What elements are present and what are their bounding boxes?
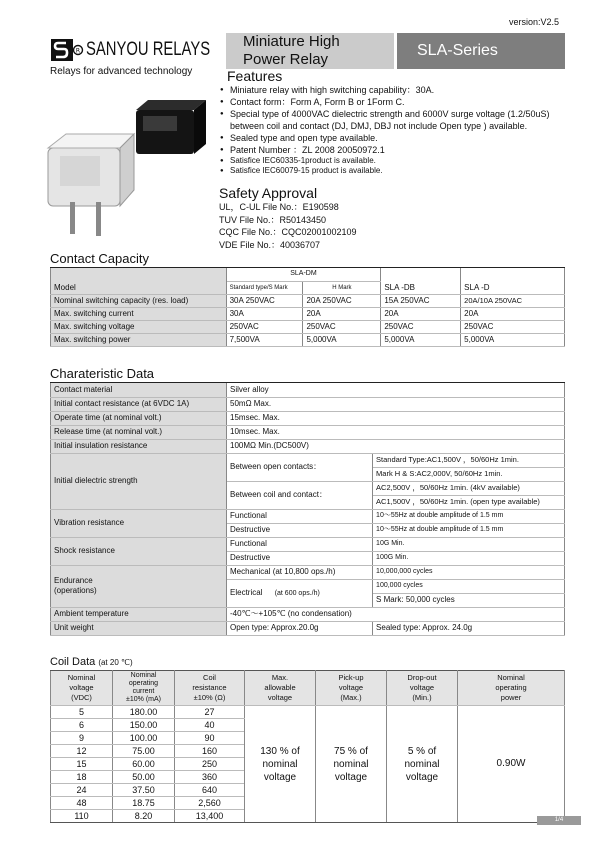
cell: 250VAC xyxy=(461,320,565,333)
col-header: SLA -DB xyxy=(381,268,461,294)
cell: 8.20 xyxy=(113,810,175,823)
table-row xyxy=(51,383,565,397)
table-row xyxy=(51,537,565,551)
col-header: Pick-up voltage (Max.) xyxy=(316,671,387,706)
cell: 160 xyxy=(175,745,245,758)
group-header: SLA-DM xyxy=(226,268,381,281)
col-header: Max. allowable voltage xyxy=(245,671,316,706)
row-label: Shock resistance xyxy=(51,537,227,565)
row-label: Nominal switching capacity (res. load) xyxy=(51,294,227,307)
feature-item: ● Special type of 4000VAC dielectric strength and 6000V surge voltage (1.2/50uS) between coil and contact (DJ, DMJ, DBJ not include Open type ) available. xyxy=(220,108,570,132)
cell: 50mΩ Max. xyxy=(227,397,565,411)
feature-item: ● Satisfice IEC60079-15 product is available. xyxy=(220,166,570,176)
cell: Silver alloy xyxy=(227,383,565,397)
title-line-2: Power Relay xyxy=(243,51,329,68)
contact-capacity-heading: Contact Capacity xyxy=(50,251,149,266)
brand-tagline: Relays for advanced technology xyxy=(50,66,193,77)
cell: 100MΩ Min.(DC500V) xyxy=(227,439,565,453)
cell: 5 xyxy=(51,706,113,719)
table-row xyxy=(51,439,565,453)
table-row xyxy=(51,294,565,307)
product-title xyxy=(226,33,394,69)
characteristic-table xyxy=(50,383,565,636)
cell: 9 xyxy=(51,732,113,745)
characteristic-heading: Charateristic Data xyxy=(50,366,155,381)
features-list xyxy=(220,84,570,176)
cell: 15 xyxy=(51,758,113,771)
col-header: H Mark xyxy=(303,281,381,294)
col-header: Standard type/S Mark xyxy=(226,281,303,294)
table-row xyxy=(51,397,565,411)
coil-heading-wrap xyxy=(50,656,133,668)
row-label: Max. switching current xyxy=(51,307,227,320)
table-row xyxy=(51,320,565,333)
brand-name: SANYOU RELAYS xyxy=(86,39,211,60)
cell: Sealed type: Approx. 24.0g xyxy=(373,621,565,635)
cell: 6 xyxy=(51,719,113,732)
cell: 48 xyxy=(51,797,113,810)
sub-label: Mechanical (at 10,800 ops./h) xyxy=(227,565,373,579)
row-label: Max. switching power xyxy=(51,333,227,346)
table-row xyxy=(51,607,565,621)
cell: 24 xyxy=(51,784,113,797)
cell: 13,400 xyxy=(175,810,245,823)
table-row xyxy=(51,706,565,719)
cell: 15msec. Max. xyxy=(227,411,565,425)
cell: 10msec. Max. xyxy=(227,425,565,439)
cell: 110 xyxy=(51,810,113,823)
cell: 5,000VA xyxy=(461,333,565,346)
col-header: SLA -D xyxy=(461,268,565,294)
safety-line: TUV File No.：R50143450 xyxy=(219,214,327,225)
cell: 2,560 xyxy=(175,797,245,810)
cell: S Mark: 50,000 cycles xyxy=(373,593,565,607)
model-header: Model xyxy=(51,268,227,294)
cell: 10,000,000 cycles xyxy=(373,565,565,579)
cell: 360 xyxy=(175,771,245,784)
row-label: Vibration resistance xyxy=(51,509,227,537)
svg-text:R: R xyxy=(75,47,81,55)
max-allowable-cell: 130 % of nominal voltage xyxy=(245,706,316,823)
dropout-cell: 5 % of nominal voltage xyxy=(387,706,458,823)
table-row xyxy=(51,621,565,635)
sub-label: Destructive xyxy=(227,523,373,537)
row-label: Ambient temperature xyxy=(51,607,227,621)
cell: 75.00 xyxy=(113,745,175,758)
cell: AC1,500V ，50/60Hz 1min. (open type available) xyxy=(373,495,565,509)
feature-item: ● Satisfice IEC60335-1product is available. xyxy=(220,156,570,166)
endurance-sublabel: (operations) xyxy=(54,586,97,595)
page-number: 1/4 xyxy=(537,816,581,825)
cell: 250VAC xyxy=(303,320,381,333)
cell: 250 xyxy=(175,758,245,771)
cell: 640 xyxy=(175,784,245,797)
safety-line: VDE File No.：40036707 xyxy=(219,239,321,250)
cell: 27 xyxy=(175,706,245,719)
col-header: Nominal operating current ±10% (mA) xyxy=(113,671,175,706)
cell: 18.75 xyxy=(113,797,175,810)
cell: 10G Min. xyxy=(373,537,565,551)
cell: Mark H & S:AC2,000V, 50/60Hz 1min. xyxy=(373,467,565,481)
sub-label xyxy=(227,579,373,607)
title-line-1: Miniature High xyxy=(243,33,340,50)
cell: 15A 250VAC xyxy=(381,294,461,307)
relay-product-photo xyxy=(40,92,215,252)
cell: Standard Type:AC1,500V ，50/60Hz 1min. xyxy=(373,453,565,467)
cell: 10～55Hz at double amplitude of 1.5 mm xyxy=(373,523,565,537)
contact-capacity-table xyxy=(50,268,565,347)
table-row xyxy=(51,565,565,579)
table-row xyxy=(51,411,565,425)
col-header: Nominal voltage (VDC) xyxy=(51,671,113,706)
cell: 37.50 xyxy=(113,784,175,797)
cell: 7,500VA xyxy=(226,333,303,346)
col-header: Coil resistance ±10% (Ω) xyxy=(175,671,245,706)
endurance-label: Endurance xyxy=(54,576,93,585)
col-header: Nominal operating power xyxy=(458,671,565,706)
table-row xyxy=(51,509,565,523)
row-label: Unit weight xyxy=(51,621,227,635)
row-label: Max. switching voltage xyxy=(51,320,227,333)
cell: 90 xyxy=(175,732,245,745)
sub-label: Destructive xyxy=(227,551,373,565)
coil-heading: Coil Data xyxy=(50,656,96,668)
sub-label: Functional xyxy=(227,537,373,551)
cell: 20A xyxy=(461,307,565,320)
cell: 20A xyxy=(381,307,461,320)
features-heading: Features xyxy=(227,68,283,84)
col-header: Drop-out voltage (Min.) xyxy=(387,671,458,706)
row-label: Contact material xyxy=(51,383,227,397)
cell: 18 xyxy=(51,771,113,784)
cell: 50.00 xyxy=(113,771,175,784)
coil-heading-note: (at 20 ℃) xyxy=(98,658,133,667)
cell: 60.00 xyxy=(113,758,175,771)
table-row xyxy=(51,425,565,439)
cell: 20A xyxy=(303,307,381,320)
feature-item: ● Sealed type and open type available. xyxy=(220,132,570,144)
feature-item: ● Miniature relay with high switching capability：30A. xyxy=(220,84,570,96)
series-badge: SLA-Series xyxy=(397,33,565,69)
version-label: version:V2.5 xyxy=(508,17,559,27)
cell: 20A/10A 250VAC xyxy=(461,294,565,307)
row-label xyxy=(51,565,227,607)
cell: 100G Min. xyxy=(373,551,565,565)
cell: 100,000 cycles xyxy=(373,579,565,593)
row-label: Initial contact resistance (at 6VDC 1A) xyxy=(51,397,227,411)
cell: 5,000VA xyxy=(303,333,381,346)
sub-label: Between coil and contact： xyxy=(227,481,373,509)
cell: -40℃～+105℃ (no condensation) xyxy=(227,607,565,621)
cell: 150.00 xyxy=(113,719,175,732)
feature-item: ● Patent Number ：ZL 2008 20050972.1 xyxy=(220,144,570,156)
cell: 10～55Hz at double amplitude of 1.5 mm xyxy=(373,509,565,523)
cell: 20A 250VAC xyxy=(303,294,381,307)
cell: 30A 250VAC xyxy=(226,294,303,307)
cell: 180.00 xyxy=(113,706,175,719)
sub-label: Between open contacts： xyxy=(227,453,373,481)
cell: 100.00 xyxy=(113,732,175,745)
electrical-label: Electrical xyxy=(230,587,263,597)
table-row xyxy=(51,453,565,467)
row-label: Release time (at nominal volt.) xyxy=(51,425,227,439)
sub-label: Functional xyxy=(227,509,373,523)
table-row xyxy=(51,333,565,346)
cell: 30A xyxy=(226,307,303,320)
row-label: Operate time (at nominal volt.) xyxy=(51,411,227,425)
cell: 250VAC xyxy=(381,320,461,333)
cell: 250VAC xyxy=(226,320,303,333)
cell: 12 xyxy=(51,745,113,758)
electrical-rate: (at 600 ops./h) xyxy=(274,589,320,597)
safety-list xyxy=(219,201,357,251)
power-cell: 0.90W xyxy=(458,706,565,823)
cell: 5,000VA xyxy=(381,333,461,346)
feature-item: ● Contact form：Form A, Form B or 1Form C. xyxy=(220,96,570,108)
row-label: Initial insulation resistance xyxy=(51,439,227,453)
coil-data-table xyxy=(50,670,565,823)
safety-heading: Safety Approval xyxy=(219,185,318,201)
cell: Open type: Approx.20.0g xyxy=(227,621,373,635)
pickup-cell: 75 % of nominal voltage xyxy=(316,706,387,823)
safety-line: UL，C-UL File No.：E190598 xyxy=(219,202,339,212)
brand-logo xyxy=(50,38,245,62)
sanyou-logo-icon xyxy=(50,38,84,62)
cell: AC2,500V ，50/60Hz 1min. (4kV available) xyxy=(373,481,565,495)
row-label: Initial dielectric strength xyxy=(51,453,227,509)
cell: 40 xyxy=(175,719,245,732)
table-header-row xyxy=(51,671,565,706)
safety-line: CQC File No.：CQC02001002109 xyxy=(219,227,357,237)
table-row xyxy=(51,307,565,320)
